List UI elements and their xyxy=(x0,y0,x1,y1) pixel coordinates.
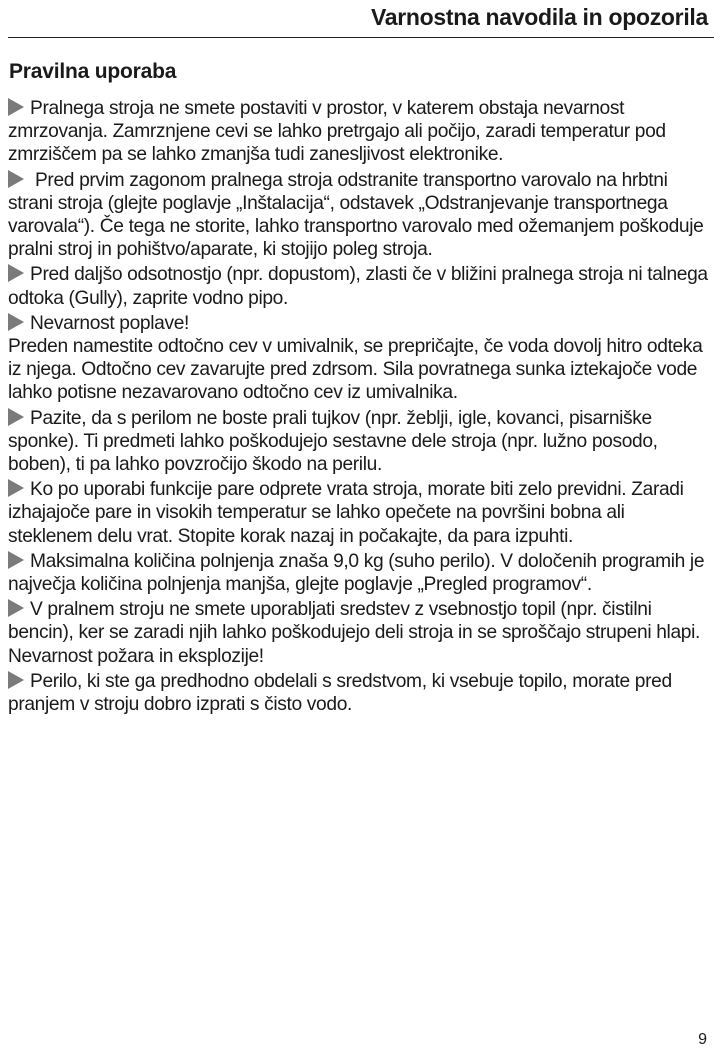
instruction-paragraph xyxy=(8,169,712,264)
right-triangle-icon xyxy=(8,264,24,282)
right-triangle-icon xyxy=(8,479,24,497)
instruction-paragraph xyxy=(8,312,712,335)
paragraph-text: V pralnem stroju ne smete uporabljati sredstev z vsebnostjo topil (npr. čistilni bencin), ker se zaradi njih lahko poškodujejo deli stroja in se sproščajo strupeni hlapi. Nevarnost požara in eksplozije! xyxy=(8,599,700,667)
instructions-body xyxy=(8,97,712,718)
right-triangle-icon xyxy=(8,408,24,426)
warning-text: Nevarnost poplave! xyxy=(30,312,190,334)
instruction-paragraph xyxy=(8,335,712,407)
paragraph-text: Preden namestite odtočno cev v umivalnik, se prepričajte, če voda dovolj hitro odteka iz njega. Odtočno cev zavarujte pred zdrsom. Sila povratnega sunka iztekajoče vode lahko potisne nezavarovano odtočno cev iz umivalnika. xyxy=(8,336,703,404)
right-triangle-icon xyxy=(8,599,24,617)
instruction-paragraph xyxy=(8,97,712,169)
instruction-paragraph xyxy=(8,670,712,718)
paragraph-text: Pralnega stroja ne smete postaviti v prostor, v katerem obstaja nevarnost zmrzovanja. Zamrznjene cevi se lahko pretrgajo ali počijo, zaradi temperatur pod zmrziščem pa se lahko zmanjša tudi zanesljivost elektronike. xyxy=(8,98,666,166)
instruction-paragraph xyxy=(8,407,712,479)
section-heading: Pravilna uporaba xyxy=(9,60,177,83)
header-divider xyxy=(8,37,714,38)
instruction-paragraph xyxy=(8,598,712,670)
paragraph-text: Pred prvim zagonom pralnega stroja odstranite transportno varovalo na hrbtni strani stroja (glejte poglavje „Inštalacija“, odstavek „Odstranjevanje transportnega varovala“). Če tega ne storite, lahko transportno varovalo med ožemanjem poškoduje pralni stroj in pohištvo/aparate, ki stojijo poleg stroja. xyxy=(8,169,704,261)
right-triangle-icon xyxy=(8,170,24,188)
right-triangle-icon xyxy=(8,671,24,689)
right-triangle-icon xyxy=(8,98,24,116)
instruction-paragraph xyxy=(8,263,712,311)
right-triangle-icon xyxy=(8,551,24,569)
paragraph-text: Ko po uporabi funkcije pare odprete vrata stroja, morate biti zelo previdni. Zaradi izhajajoče pare in visokih temperatur se lahko opečete na površini bobna ali steklenem delu vrat. Stopite korak nazaj in počakajte, da para izpuhti. xyxy=(8,479,684,547)
paragraph-text: Pazite, da s perilom ne boste prali tujkov (npr. žeblji, igle, kovanci, pisarniške sponke). Ti predmeti lahko poškodujejo sestavne dele stroja (npr. lužno posodo, boben), ti pa lahko povzročijo škodo na perilu. xyxy=(8,407,658,476)
right-triangle-icon xyxy=(8,313,24,331)
paragraph-text: Perilo, ki ste ga predhodno obdelali s sredstvom, ki vsebuje topilo, morate pred pranjem v stroju dobro izprati s čisto vodo. xyxy=(8,670,672,716)
page-number: 9 xyxy=(698,1031,707,1048)
paragraph-text: Maksimalna količina polnjenja znaša 9,0 kg (suho perilo). V določenih programih je največja količina polnjenja manjša, glejte poglavje „Pregled programov“. xyxy=(8,550,705,596)
page-header-title: Varnostna navodila in opozorila xyxy=(370,4,708,30)
instruction-paragraph xyxy=(8,478,712,550)
paragraph-text: Pred daljšo odsotnostjo (npr. dopustom), zlasti če v bližini pralnega stroja ni talnega odtoka (Gully), zaprite vodno pipo. xyxy=(8,264,708,309)
instruction-paragraph xyxy=(8,550,712,598)
